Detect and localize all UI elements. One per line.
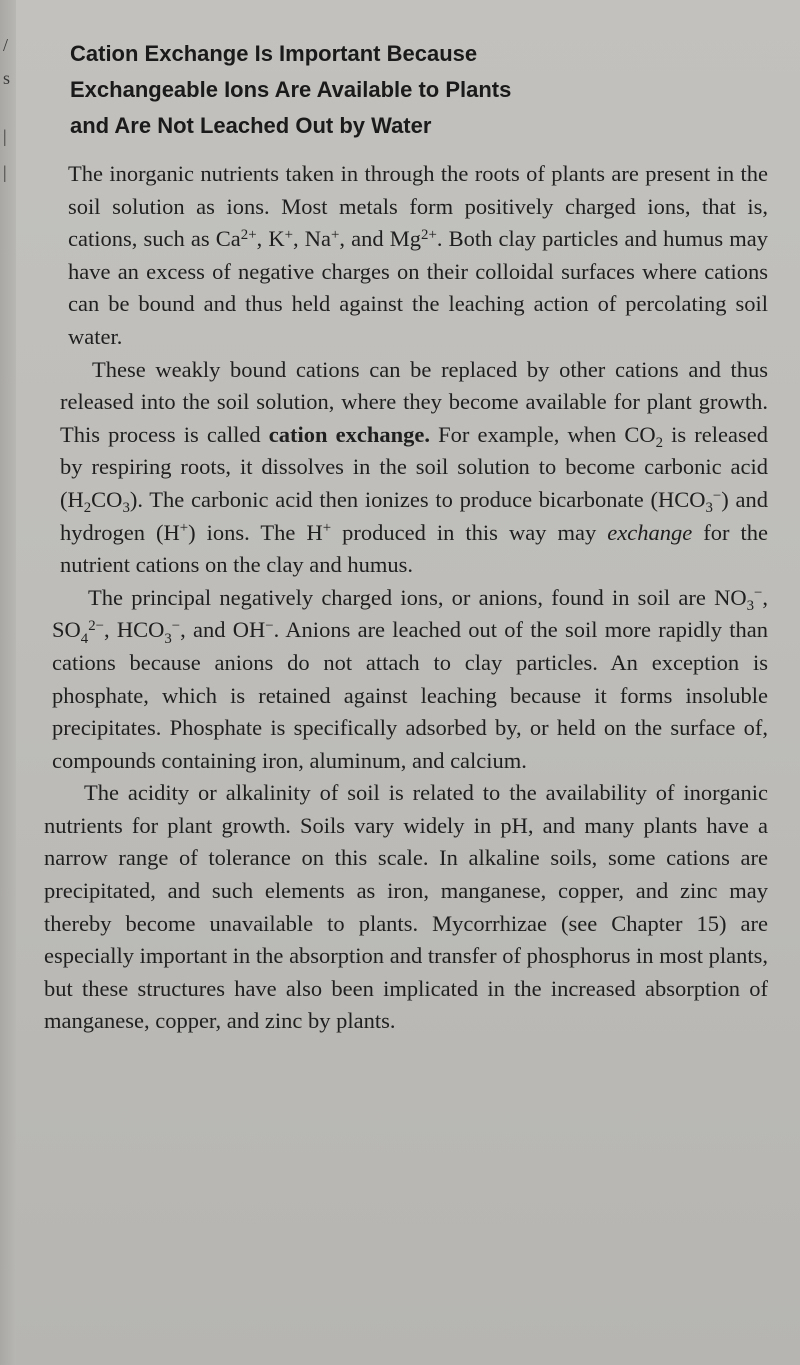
section-heading (70, 36, 650, 144)
text-column (44, 36, 768, 1038)
adjacent-page-edge (0, 0, 16, 1365)
margin-mark: / (3, 35, 9, 55)
emphasis: exchange (607, 519, 693, 545)
paragraph-anions: The principal negatively charged ions, or anions, found in soil are $NO_3^-$, $SO_4^{2-}$, $HCO_3^-$, and OH−. Anions are leached out of the soil more rapidly than cations because anions do not attach to clay particles. An exception is phosphate, which is retained against leaching because it forms insoluble precipitates. Phosphate is specifically adsorbed by, or held on the surface of, compounds containing iron, aluminum, and calcium. (52, 584, 768, 773)
paragraph-cation-exchange: These weakly bound cations can be replaced by other cations and thus released into the soil solution, where they become available for plant growth. This process is called cation exchange. For example, when $CO_2$ is released by respiring roots, it dissolves in the soil solution to become carbonic acid $(H_2CO_3)$. The carbonic acid then ionizes to produce bicarbonate $(HCO_3^-)$ and hydrogen (H+) ions. The H+ produced in this way may exchange for the nutrient cations on the clay and humus. (60, 356, 768, 578)
heading-line: and Are Not Leached Out by Water (70, 113, 432, 138)
margin-mark: | (3, 126, 7, 146)
heading-line: Exchangeable Ions Are Available to Plants (70, 77, 512, 102)
margin-mark: s (3, 68, 11, 88)
key-term: cation exchange. (268, 421, 430, 447)
paragraph-cations: The inorganic nutrients taken in through the roots of plants are present in the soil solution as ions. Most metals form positively charged ions, that is, cations, such as $Ca^{2+}$, K+, Na+, and $Mg^{2+}$. Both clay particles and humus may have an excess of negative charges on their colloidal surfaces where cations can be bound and thus held against the leaching action of percolating soil water. (68, 161, 768, 349)
paragraph-soil-ph: The acidity or alkalinity of soil is related to the availability of inorganic nutrients for plant growth. Soils vary widely in pH, and many plants have a narrow range of tolerance on this scale. In alkaline soils, some cations are precipitated, and such elements as iron, manganese, copper, and zinc may thereby become unavailable to plants. Mycorrhizae (see Chapter 15) are especially important in the absorption and transfer of phosphorus in most plants, but these structures have also been implicated in the increased absorption of manganese, copper, and zinc by plants. (44, 780, 768, 1034)
heading-line: Cation Exchange Is Important Because (70, 41, 478, 66)
margin-mark: | (3, 162, 7, 182)
